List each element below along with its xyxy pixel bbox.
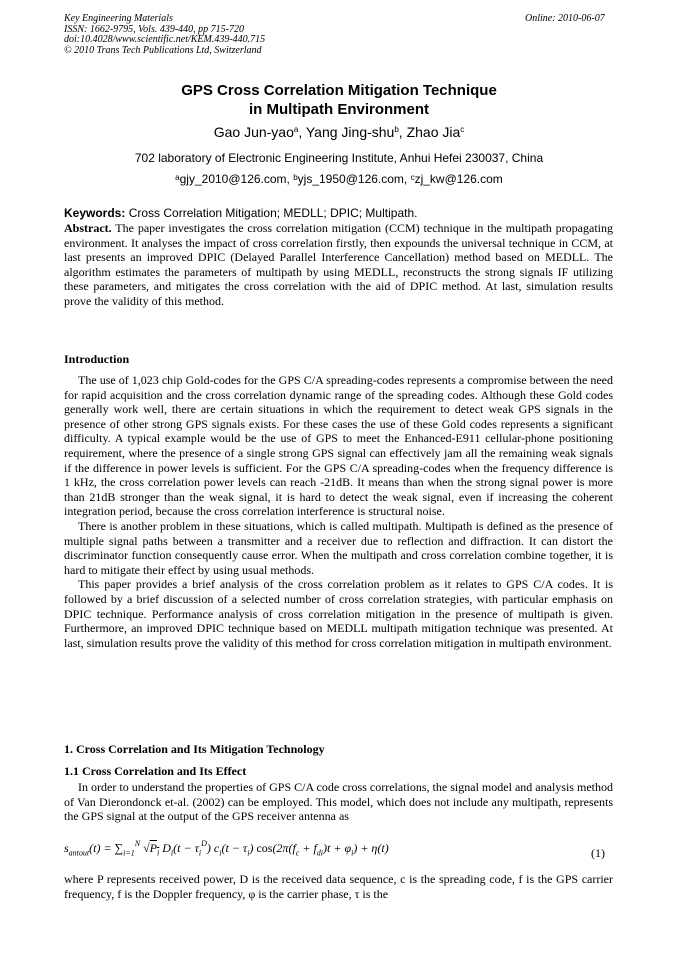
email-list — [64, 172, 614, 187]
author-list — [64, 123, 614, 141]
author-2-sup: b — [394, 125, 399, 134]
copyright-line: © 2010 Trans Tech Publications Ltd, Switzerland — [64, 44, 262, 56]
publication-header — [64, 14, 464, 56]
title-line-2: in Multipath Environment — [249, 101, 429, 118]
issn-line: ISSN: 1662-9795, Vols. 439-440, pp 715-720 — [64, 23, 244, 35]
journal-name: Key Engineering Materials — [64, 13, 173, 24]
abstract-label: Abstract. — [64, 221, 112, 235]
author-3: Zhao Jia — [406, 124, 461, 140]
email-c[interactable]: zj_kw@126.com — [414, 172, 503, 186]
introduction-paragraph-1: The use of 1,023 chip Gold-codes for the GPS C/A spreading-codes represents a compromise between the need for rapid acquisition and the cross correlation dynamic range of the spreading codes. Although these Gold codes generally work well, there are certain situations in which the requirement to detect weak GPS signals in the presence of other strong GPS signals exists. For these cases the use of these Gold codes represents a significant difficulty. A typical example would be the use of GPS to meet the Enhanced-E911 cellular-phone positioning requirement, where the presence of a single strong GPS signal can effectively jam all the remaining weak signals if the difference in power levels is sufficient. For the GPS C/A spreading-codes when the frequency difference is 1 kHz, the cross correlation power levels can reach -21dB. It means than when the strong signal power is more than 21dB stronger than the weak signal, it is hard to detect the weak signal, even if increasing the coherent integration period, because the cross correlation interference is structural noise. — [64, 373, 613, 519]
author-separator: , — [398, 124, 407, 140]
author-1-sup: a — [293, 125, 299, 134]
equation-1-formula: $s_{antout}(t) = \sum_{i=1}^N$ $√P_i$ $D_i(t - \tau_i^D) c_i(t - \tau_i) \cos(2\pi(f_c + f_{di})t + \varphi_i) + \eta(t)$ — [64, 839, 389, 858]
introduction-paragraph-2: There is another problem in these situations, which is called multipath. Multipath is defined as the presence of multiple signal paths between a transmitter and a receiver due to reflection and diffraction. It can distort the discriminator function consequently cause error. When the multipath and cross correlation combine together, it is hard to mitigate their effect by using usual methods. — [64, 518, 613, 577]
section-1-1-paragraph: In order to understand the properties of GPS C/A code cross correlations, the signal model and analysis method of Van Dierondonck et-al. (2002) can be employed. This model, which does not include any multipath, represents the GPS signal at the output of the GPS receiver antenna as — [64, 780, 613, 824]
doi-line: doi:10.4028/www.scientific.net/KEM.439-440.715 — [64, 34, 266, 46]
author-2: Yang Jing-shu — [305, 124, 395, 140]
email-c-sup: c — [410, 173, 415, 182]
title-line-1: GPS Cross Correlation Mitigation Technique — [181, 82, 497, 99]
introduction-heading: Introduction — [64, 352, 130, 366]
section-1-heading: 1. Cross Correlation and Its Mitigation Technology — [64, 742, 325, 756]
author-1: Gao Jun-yao — [213, 124, 294, 140]
author-separator: , — [298, 124, 306, 140]
section-1-1-heading: 1.1 Cross Correlation and Its Effect — [64, 764, 247, 778]
keywords-text: Cross Correlation Mitigation; MEDLL; DPIC; Multipath. — [125, 206, 418, 220]
author-3-sup: c — [460, 125, 465, 134]
email-a-sup: a — [175, 173, 180, 182]
abstract-text: The paper investigates the cross correlation mitigation (CCM) technique in the multipath propagating environment. It analyses the impact of cross correlation firstly, then expounds the universal technique in CCM, at last presents an improved DPIC (Delayed Parallel Interference Cancellation) method based on MEDLL. The algorithm estimates the parameters of multipath by using MEDLL, reconstructs the strong signals IF utilizing these parameters, and mitigates the cross correlation with the aid of DPIC method. At last, simulation results prove the validity of this method. — [64, 221, 613, 308]
keywords-label: Keywords: — [64, 206, 126, 220]
paper-title — [64, 81, 614, 119]
equation-1-number: (1) — [591, 846, 605, 860]
online-date: Online: 2010-06-07 — [525, 13, 605, 24]
keywords — [64, 206, 614, 220]
email-a[interactable]: gjy_2010@126.com, — [179, 172, 294, 186]
email-b-sup: b — [293, 173, 298, 182]
equation-1-where-text: where P represents received power, D is the received data sequence, c is the spreading code, f is the GPS carrier frequency, f is the Doppler frequency, φ is the carrier phase, τ is the — [64, 872, 613, 901]
section-1-1-body — [64, 780, 613, 824]
affiliation: 702 laboratory of Electronic Engineering Institute, Anhui Hefei 230037, China — [134, 151, 544, 165]
introduction-body — [64, 373, 613, 650]
equation-1 — [64, 837, 613, 867]
introduction-paragraph-3: This paper provides a brief analysis of the cross correlation problem as it relates to GPS C/A codes. It is followed by a brief discussion of a selected number of cross correlation strategies, with particular emphasis on DPIC technique. Performance analysis of cross correlation mitigation in the presence of multipath is given. Furthermore, an improved DPIC technique based on MEDLL multipath mitigation technique was presented. At last, simulation results prove the validity of this method for cross correlation mitigation in multipath environment. — [64, 577, 613, 650]
email-b[interactable]: yjs_1950@126.com, — [297, 172, 411, 186]
abstract — [64, 221, 613, 309]
